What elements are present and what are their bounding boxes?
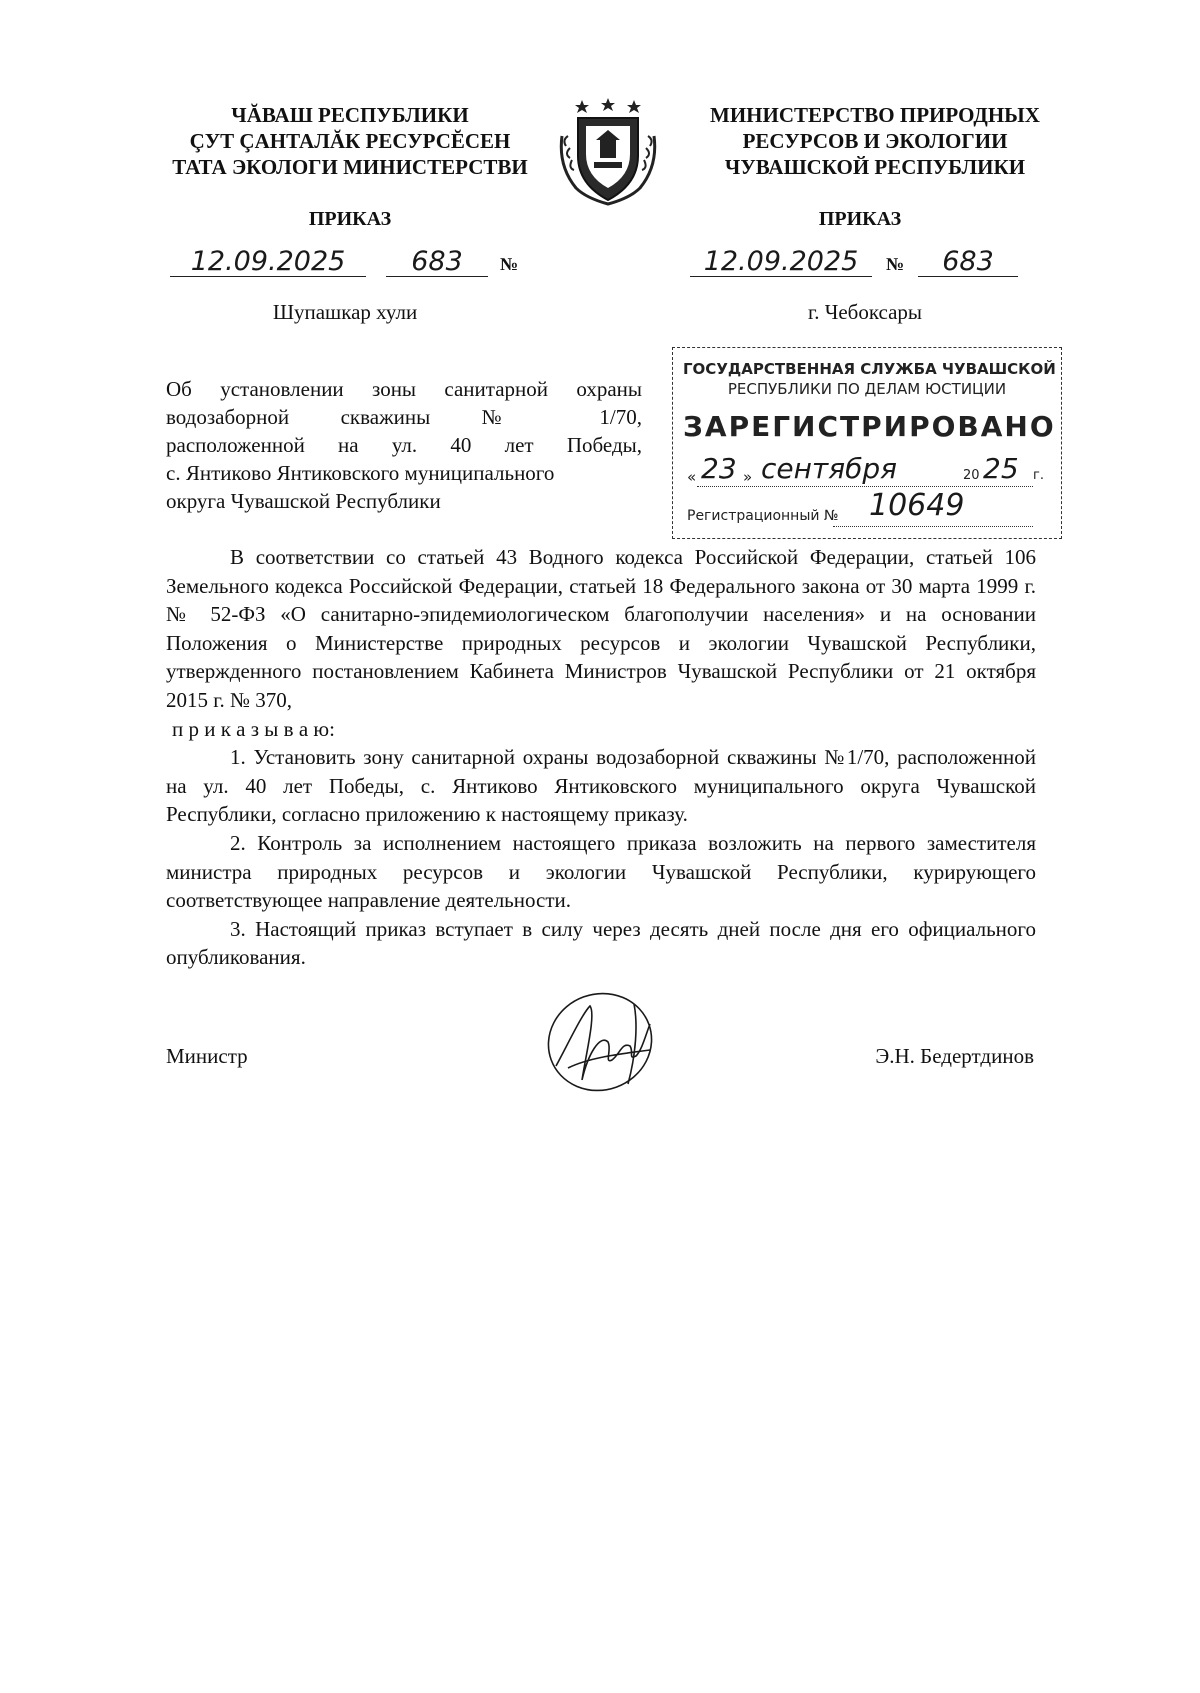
right-date-handwritten: 12.09.2025 <box>690 246 872 277</box>
header-left-org <box>165 102 535 180</box>
title-line: расположенной на ул. 40 лет Победы, <box>166 433 642 457</box>
document-title <box>166 375 642 515</box>
stamp-year-handwritten: 25 <box>983 452 1019 485</box>
stamp-line2: РЕСПУБЛИКИ ПО ДЕЛАМ ЮСТИЦИИ <box>727 380 1007 398</box>
order-item: 3. Настоящий приказ вступает в силу через десять дней после дня его официального опубликования. <box>166 916 1036 970</box>
stamp-reg-underline <box>833 526 1033 527</box>
left-number-sign: № <box>500 254 519 274</box>
header-left-line1: ЧĂВАШ РЕСПУБЛИКИ <box>231 103 469 127</box>
order-item: 1. Установить зону санитарной охраны водозаборной скважины №1/70, расположенной на ул. 40 лет Победы, с. Янтиково Янтиковского муниципального округа Чувашской Республики, согласно приложению к настоящему приказу. <box>166 745 1036 827</box>
stamp-quote-open: « <box>687 468 697 486</box>
left-date-handwritten: 12.09.2025 <box>170 246 366 277</box>
stamp-year-prefix: 20 <box>963 468 980 483</box>
document-body <box>166 543 1036 972</box>
header-left-line2: ÇУТ ÇАНТАЛĂК РЕСУРСĔСЕН <box>189 129 511 153</box>
stamp-month-handwritten: сентября <box>761 452 897 485</box>
doc-type-left: ПРИКАЗ <box>308 208 392 230</box>
header-right-line3: ЧУВАШСКОЙ РЕСПУБЛИКИ <box>724 155 1026 179</box>
title-line: округа Чувашской Республики <box>166 489 441 513</box>
handwritten-signature <box>538 984 668 1104</box>
preamble-paragraph: В соответствии со статьей 43 Водного кодекса Российской Федерации, статьей 106 Земельного кодекса Российской Федерации, статьей 18 Федерального закона от 30 марта 1999 г. № 52-ФЗ «О санитарно-эпидемиологическом благополучии населения» и на основании Положения о Министерстве природных ресурсов и экологии Чувашской Республики, утвержденного постановлением Кабинета Министров Чувашской Республики от 21 октября 2015 г. № 370, <box>166 545 1036 712</box>
order-item: 2. Контроль за исполнением настоящего приказа возложить на первого заместителя министра природных ресурсов и экологии Чувашской Республики, курирующего соответствующее направление деятельности. <box>166 830 1036 913</box>
right-number-sign: № <box>886 254 905 274</box>
place-left: Шупашкар хули <box>272 300 418 324</box>
title-line: с. Янтиково Янтиковского муниципального <box>166 461 555 485</box>
stamp-title: ЗАРЕГИСТРИРОВАНО <box>683 410 1056 443</box>
stamp-reg-label: Регистрационный № <box>687 508 839 524</box>
header-right-org <box>700 102 1050 180</box>
right-number-handwritten: 683 <box>918 246 1018 277</box>
stamp-date-underline <box>697 486 1033 487</box>
place-right: г. Чебоксары <box>807 300 923 324</box>
stamp-reg-number-handwritten: 10649 <box>869 488 965 523</box>
left-number-handwritten: 683 <box>386 246 488 277</box>
stamp-day-handwritten: 23 <box>701 452 737 485</box>
stamp-year-suffix: г. <box>1033 468 1044 483</box>
signature-position: Министр <box>166 1044 248 1068</box>
header-left-line3: ТАТА ЭКОЛОГИ МИНИСТЕРСТВИ <box>172 155 528 179</box>
order-word: п р и к а з ы в а ю: <box>172 716 335 741</box>
registration-stamp <box>672 347 1062 539</box>
header-right-line2: РЕСУРСОВ И ЭКОЛОГИИ <box>742 129 1008 153</box>
title-line: водозаборной скважины № 1/70, <box>166 405 642 429</box>
stamp-quote-close: » <box>743 468 753 486</box>
chuvash-emblem-icon <box>556 96 660 208</box>
title-line: Об установлении зоны санитарной охраны <box>166 377 642 401</box>
header-right-line1: МИНИСТЕРСТВО ПРИРОДНЫХ <box>710 103 1040 127</box>
doc-type-right: ПРИКАЗ <box>818 208 902 230</box>
signature-name: Э.Н. Бедертдинов <box>875 1044 1034 1068</box>
stamp-line1: ГОСУДАРСТВЕННАЯ СЛУЖБА ЧУВАШСКОЙ <box>683 360 1056 378</box>
